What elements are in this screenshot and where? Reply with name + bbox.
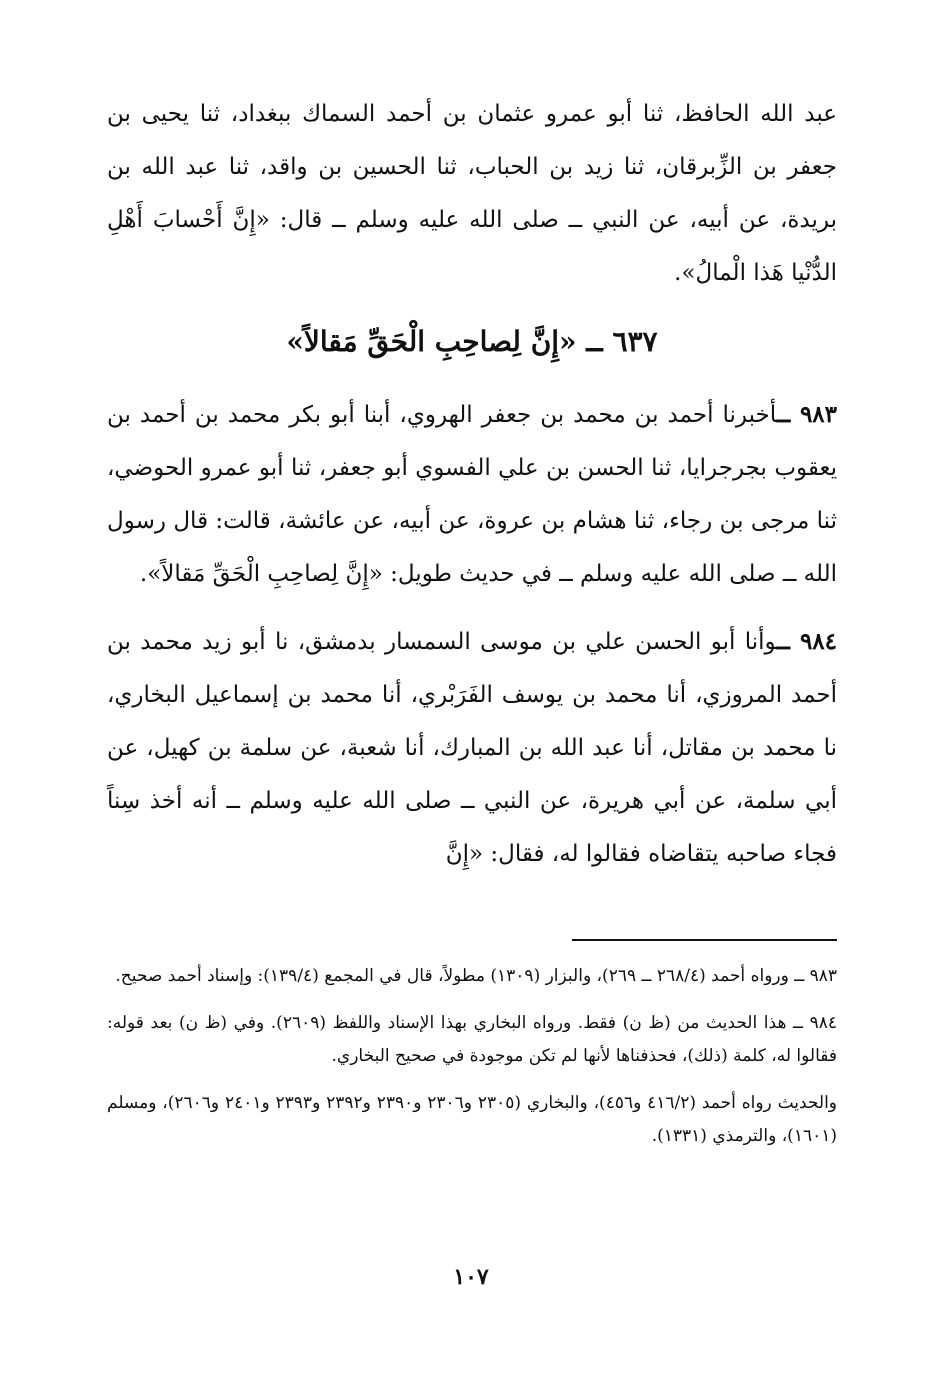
footnotes: [107, 960, 837, 1167]
section-heading: ٦٣٧ ــ «إِنَّ لِصاحِبِ الْحَقِّ مَقالاً»: [286, 325, 658, 358]
hadith-number: ٩٨٣ ــ: [776, 401, 837, 428]
footnote-984-continued: والحديث رواه أحمد (٤١٦/٢ و٤٥٦)، والبخاري (٢٣٠٥ و٢٣٠٦ و٢٣٩٠ و٢٣٩٢ و٢٣٩٣ و٢٤٠١ و٢٦٠٦)، ومسلم (١٦٠١)، والترمذي (١٣٣١).: [107, 1093, 837, 1146]
footnote-983: ٩٨٣ ــ ورواه أحمد (٢٦٨/٤ ــ ٢٦٩)، والبزار (١٣٠٩) مطولاً، قال في المجمع (١٣٩/٤): وإسناد أحمد صحيح.: [115, 966, 837, 986]
hadith-paragraph-983: [107, 388, 837, 601]
page-number: ١٠٧: [453, 1264, 489, 1290]
continued-paragraph: عبد الله الحافظ، ثنا أبو عمرو عثمان بن أحمد السماك ببغداد، ثنا يحيى بن جعفر بن الزِّبرقان، ثنا زيد بن الحباب، ثنا الحسين بن واقد، ثنا عبد الله بن بريدة، عن أبيه، عن النبي ــ صلى الله عليه وسلم ــ قال: «إِنَّ أَحْسابَ أَهْلِ الدُّنْيا هَذا الْمالُ».: [107, 101, 837, 286]
footnote-984: ٩٨٤ ــ هذا الحديث من (ظ ن) فقط. ورواه البخاري بهذا الإسناد واللفظ (٢٦٠٩). وفي (ظ ن) بعد قوله: فقالوا له، كلمة (ذلك)، فحذفناها لأنها لم تكن موجودة في صحيح البخاري.: [107, 1013, 837, 1066]
footnote-separator: [572, 939, 837, 941]
hadith-number: ٩٨٤ ــ: [776, 628, 837, 655]
hadith-text: أخبرنا أحمد بن محمد بن جعفر الهروي، أبنا أبو بكر محمد بن أحمد بن يعقوب بجرجرايا، ثنا الحسن بن علي الفسوي أبو جعفر، ثنا أبو عمرو الحوضي، ثنا مرجى بن رجاء، ثنا هشام بن عروة، عن أبيه، عن عائشة، قالت: قال رسول الله ــ صلى الله عليه وسلم ــ في حديث طويل: «إِنَّ لِصاحِبِ الْحَقِّ مَقالاً».: [107, 402, 837, 587]
hadith-paragraph-984: [107, 615, 837, 881]
main-text: [107, 88, 837, 881]
hadith-text: وأنا أبو الحسن علي بن موسى السمسار بدمشق، نا أبو زيد محمد بن أحمد المروزي، أنا محمد بن يوسف الفَرَبْري، أنا محمد بن إسماعيل البخاري، نا محمد بن مقاتل، أنا عبد الله بن المبارك، أنا شعبة، عن سلمة بن كهيل، عن أبي سلمة، عن أبي هريرة، عن النبي ــ صلى الله عليه وسلم ــ أنه أخذ سِناً فجاء صاحبه يتقاضاه فقالوا له، فقال: «إِنَّ: [107, 629, 837, 867]
